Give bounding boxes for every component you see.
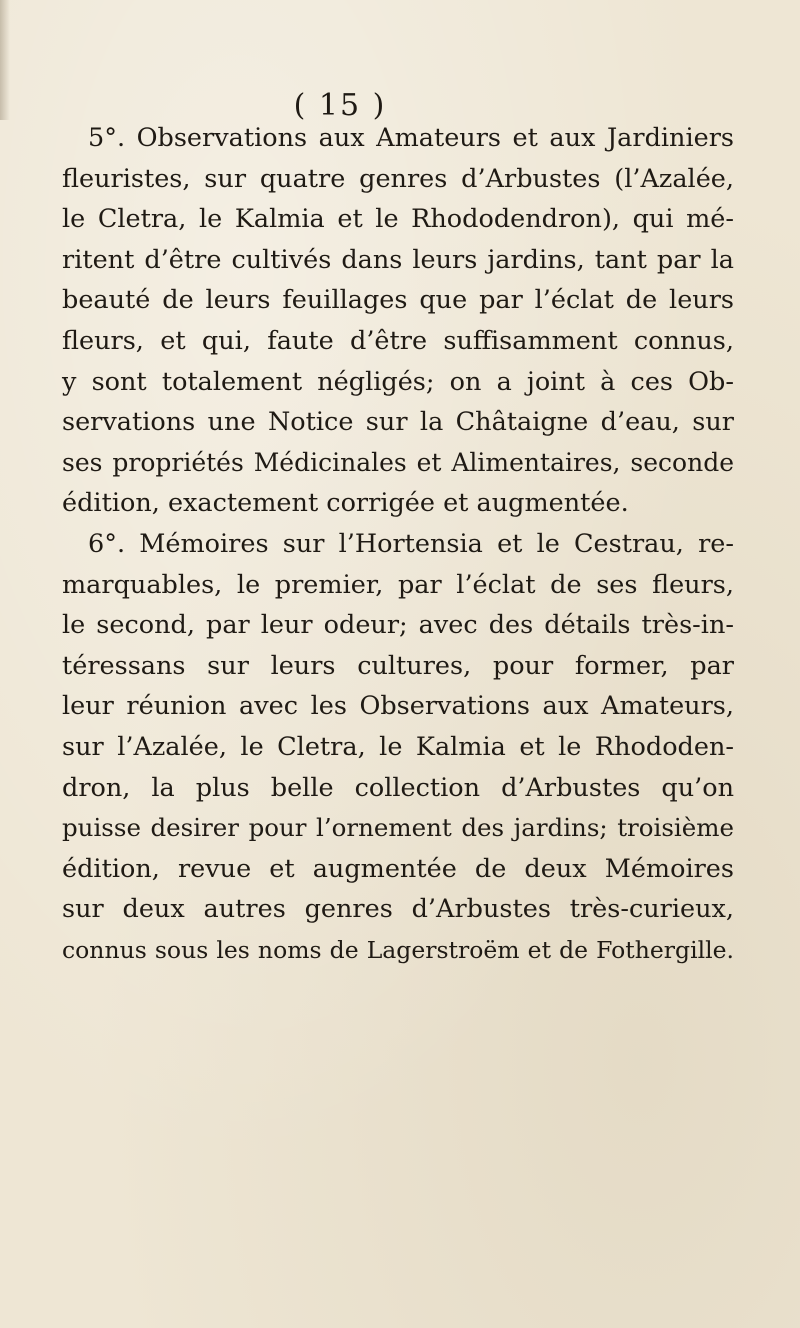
- text-line: 6°. Mémoires sur l’Hortensia et le Cestrau, re-: [88, 528, 734, 559]
- text-line: ritent d’être cultivés dans leurs jardins, tant par la: [62, 244, 734, 275]
- text-line: édition, exactement corrigée et augmentée.: [62, 488, 629, 519]
- text-line: fleuristes, sur quatre genres d’Arbustes (l’Azalée,: [62, 163, 734, 194]
- text-line: le Cletra, le Kalmia et le Rhododendron), qui mé-: [62, 204, 734, 235]
- text-line: leur réunion avec les Observations aux Amateurs,: [62, 691, 734, 722]
- text-line: connus sous les noms de Lagerstroëm et de Fothergille.: [62, 935, 734, 964]
- text-line: 5°. Observations aux Amateurs et aux Jardiniers: [88, 123, 734, 153]
- text-line: marquables, le premier, par l’éclat de ses fleurs,: [62, 569, 734, 600]
- text-line: fleurs, et qui, faute d’être suffisamment connus,: [62, 325, 734, 356]
- text-line: dron, la plus belle collection d’Arbustes qu’on: [62, 772, 734, 803]
- text-line: le second, par leur odeur; avec des détails très-in-: [62, 610, 734, 641]
- text-line: y sont totalement négligés; on a joint à ces Ob-: [62, 366, 734, 397]
- text-line: édition, revue et augmentée de deux Mémoires: [62, 853, 734, 884]
- text-line: ses propriétés Médicinales et Alimentaires, seconde: [62, 447, 734, 477]
- text-line: sur deux autres genres d’Arbustes très-curieux,: [62, 894, 734, 925]
- text-line: servations une Notice sur la Châtaigne d’eau, sur: [62, 407, 734, 438]
- page-number: ( 15 ): [293, 88, 387, 123]
- text-line: sur l’Azalée, le Cletra, le Kalmia et le Rhododen-: [62, 731, 734, 762]
- body-text: [62, 118, 734, 970]
- text-line: beauté de leurs feuillages que par l’éclat de leurs: [62, 285, 734, 316]
- text-line: téressans sur leurs cultures, pour former, par: [62, 650, 734, 681]
- text-line: puisse desirer pour l’ornement des jardins; troisième: [62, 813, 734, 843]
